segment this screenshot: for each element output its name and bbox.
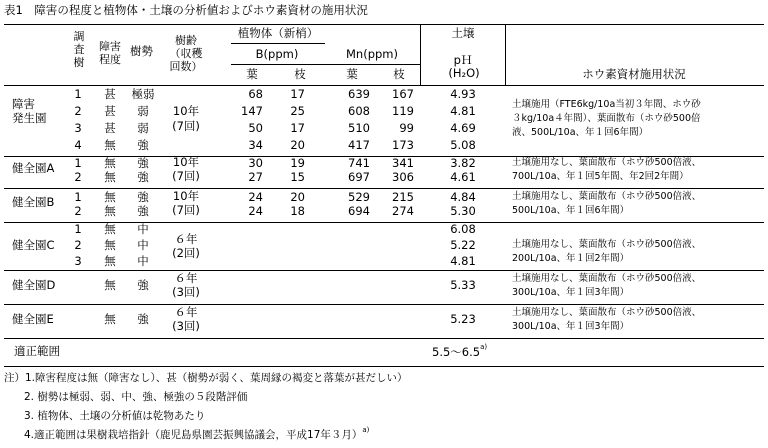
cell-b-branch: 17: [290, 87, 305, 101]
cell-mn-leaf: 608: [348, 104, 370, 118]
cell-ph: 5.23: [450, 312, 476, 326]
header-mn: Mn(ppm): [346, 47, 398, 61]
header-soil: 土壌: [451, 26, 475, 40]
table-top-rule: [4, 24, 764, 25]
cell-b-leaf: 30: [248, 156, 263, 170]
group-age: (3回): [172, 285, 200, 299]
cell-mn-leaf: 694: [348, 204, 370, 218]
cell-ph: 5.33: [450, 278, 476, 292]
group-age: (7回): [172, 119, 200, 133]
cell-tree-no: 1: [74, 222, 82, 236]
cell-damage: 無: [104, 190, 116, 204]
cell-tree-no: 1: [74, 190, 82, 204]
cell-b-leaf: 50: [248, 121, 263, 135]
header-vigor: 樹勢: [130, 44, 153, 58]
cell-mn-branch: 167: [392, 87, 414, 101]
proper-range-value: 5.5～6.5$^{a)}$: [432, 343, 488, 359]
cell-mn-leaf: 529: [348, 190, 370, 204]
cell-mn-leaf: 741: [348, 156, 370, 170]
group-age: 10年: [172, 189, 200, 203]
note-2: 2. 樹勢は極弱、弱、中、強、極強の５段階評価: [24, 391, 248, 403]
note-3: 3. 植物体、土壌の分析値は乾物あたり: [24, 410, 206, 422]
cell-vigor: 強: [137, 170, 149, 184]
header-damage: 障害程度: [99, 40, 121, 66]
plant-header-rule: [231, 43, 325, 44]
cell-damage: 無: [104, 204, 116, 218]
cell-vigor: 中: [137, 238, 149, 252]
cell-b-leaf: 34: [248, 138, 263, 152]
header-b: B(ppm): [255, 47, 299, 61]
cell-damage: 無: [104, 254, 116, 268]
group-age: ６年: [174, 305, 198, 319]
cell-ph: 4.61: [450, 170, 476, 184]
cell-mn-leaf: 697: [348, 170, 370, 184]
group-status-line: 土壌施用なし、葉面散布（ホウ砂500倍液、: [512, 273, 702, 284]
cell-damage: 無: [104, 312, 116, 326]
cell-ph: 3.82: [450, 156, 476, 170]
cell-damage: 無: [104, 138, 116, 152]
cell-b-branch: 20: [290, 138, 305, 152]
cell-ph: 6.08: [450, 222, 476, 236]
cell-ph: 5.22: [450, 238, 476, 252]
cell-tree-no: 1: [74, 87, 82, 101]
cell-b-branch: 18: [290, 204, 305, 218]
cell-b-branch: 20: [290, 190, 305, 204]
cell-ph: 4.81: [450, 104, 476, 118]
group-age: (3回): [172, 319, 200, 333]
group-name: 健全園E: [12, 312, 54, 326]
header-mn-branch: 枝: [393, 67, 405, 81]
header-ph-h2o: (H₂O): [448, 66, 480, 80]
group-status-line: 土壌施用（FTE6kg/10a当初３年間、ホウ砂: [512, 99, 701, 110]
group-rule: [4, 188, 764, 189]
group-age: (7回): [172, 169, 200, 183]
b-mn-header-rule: [231, 64, 420, 65]
cell-damage: 甚: [104, 121, 116, 135]
cell-tree-no: 4: [74, 138, 82, 152]
group-name: 健全園D: [12, 278, 56, 292]
cell-mn-branch: 341: [392, 156, 414, 170]
header-mn-leaf: 葉: [346, 67, 358, 81]
group-status-line: ３kg/10a４年間）、葉面散布（ホウ砂500倍: [512, 113, 701, 124]
header-status: ホウ素資材施用状況: [582, 67, 686, 81]
cell-ph: 4.81: [450, 254, 476, 268]
group-age: 10年: [172, 155, 200, 169]
group-age: 10年: [172, 104, 200, 118]
proper-range-label: 適正範囲: [14, 344, 60, 358]
group-status-line: 土壌施用なし、葉面散布（ホウ砂500倍液、: [512, 157, 702, 168]
cell-tree-no: 3: [74, 121, 82, 135]
cell-tree-no: 2: [74, 204, 82, 218]
header-ph: pＨ: [453, 53, 473, 67]
cell-vigor: 極弱: [131, 87, 155, 101]
cell-vigor: 弱: [137, 104, 149, 118]
group-rule: [4, 338, 764, 339]
cell-damage: 甚: [104, 87, 116, 101]
cell-vigor: 強: [137, 278, 149, 292]
cell-tree-no: 2: [74, 104, 82, 118]
cell-mn-branch: 99: [399, 121, 414, 135]
cell-b-branch: 15: [290, 170, 305, 184]
group-name: 障害: [12, 97, 35, 111]
header-survey-tree: 調査樹: [73, 30, 85, 69]
group-age: (2回): [172, 246, 200, 260]
cell-mn-branch: 274: [392, 204, 414, 218]
cell-mn-branch: 173: [392, 138, 414, 152]
cell-vigor: 弱: [137, 121, 149, 135]
cell-tree-no: 2: [74, 170, 82, 184]
header-plant: 植物体（新梢）: [237, 26, 319, 40]
group-name: 健全園C: [12, 238, 55, 252]
group-age: ６年: [174, 271, 198, 285]
header-age: 樹齢（収穫回数）: [169, 34, 203, 73]
group-status-line: 300L/10a、年１回3年間）: [512, 321, 630, 332]
group-name: 発生園: [12, 111, 47, 125]
group-age: (7回): [172, 203, 200, 217]
cell-mn-branch: 119: [392, 104, 414, 118]
group-status-line: 700L/10a、年１回5年間、年2回2年間）: [512, 171, 689, 182]
cell-b-leaf: 27: [248, 170, 263, 184]
cell-damage: 無: [104, 238, 116, 252]
group-name: 健全園B: [12, 195, 55, 209]
group-status-line: 土壌施用なし、葉面散布（ホウ砂500倍液、: [512, 239, 702, 250]
cell-damage: 無: [104, 222, 116, 236]
note-1: 注）1.障害程度は無（障害なし）、甚（樹勢が弱く、葉周縁の褐変と落葉が甚だしい）: [4, 372, 408, 384]
cell-ph: 4.69: [450, 121, 476, 135]
group-age: ６年: [174, 232, 198, 246]
soil-separator: [420, 25, 421, 85]
cell-tree-no: 1: [74, 156, 82, 170]
cell-b-branch: 19: [290, 156, 305, 170]
group-rule: [4, 222, 764, 223]
group-status-line: 土壌施用なし、葉面散布（ホウ砂500倍液、: [512, 191, 702, 202]
cell-damage: 無: [104, 278, 116, 292]
group-status-line: 液、500L/10a、年１回6年間）: [512, 127, 649, 138]
group-rule: [4, 304, 764, 305]
note-4: 4.適正範囲は果樹栽培指針（鹿児島県園芸振興協議会，平成17年３月）$^{a)}$: [24, 426, 370, 441]
cell-b-leaf: 24: [248, 190, 263, 204]
cell-mn-leaf: 510: [348, 121, 370, 135]
cell-mn-leaf: 417: [348, 138, 370, 152]
cell-vigor: 強: [137, 190, 149, 204]
cell-vigor: 強: [137, 156, 149, 170]
cell-mn-branch: 306: [392, 170, 414, 184]
group-status-line: 300L/10a、年１回3年間）: [512, 287, 630, 298]
table-title: 表1 障害の程度と植物体・土壌の分析値およびホウ素資材の施用状況: [4, 3, 368, 17]
cell-damage: 甚: [104, 104, 116, 118]
cell-b-branch: 25: [290, 104, 305, 118]
group-status-line: 500L/10a、年１回6年間）: [512, 205, 630, 216]
cell-ph: 5.30: [450, 204, 476, 218]
cell-ph: 4.93: [450, 87, 476, 101]
table-bottom-rule: [4, 366, 764, 367]
cell-vigor: 強: [137, 312, 149, 326]
group-rule: [4, 270, 764, 271]
header-b-leaf: 葉: [246, 67, 258, 81]
cell-damage: 無: [104, 156, 116, 170]
header-bottom-rule: [4, 85, 764, 86]
cell-b-branch: 17: [290, 121, 305, 135]
cell-b-leaf: 68: [248, 87, 263, 101]
cell-vigor: 中: [137, 222, 149, 236]
cell-vigor: 強: [137, 204, 149, 218]
cell-vigor: 強: [137, 138, 149, 152]
cell-mn-leaf: 639: [348, 87, 370, 101]
cell-vigor: 中: [137, 254, 149, 268]
cell-ph: 5.08: [450, 138, 476, 152]
cell-damage: 無: [104, 170, 116, 184]
cell-b-leaf: 147: [241, 104, 263, 118]
cell-tree-no: 2: [74, 238, 82, 252]
header-b-branch: 枝: [294, 67, 306, 81]
group-name: 健全園A: [12, 161, 55, 175]
cell-mn-branch: 215: [392, 190, 414, 204]
cell-ph: 4.84: [450, 190, 476, 204]
cell-b-leaf: 24: [248, 204, 263, 218]
cell-tree-no: 3: [74, 254, 82, 268]
status-separator: [505, 25, 506, 85]
group-status-line: 200L/10a、年１回2年間）: [512, 253, 630, 264]
group-status-line: 土壌施用なし、葉面散布（ホウ砂500倍液、: [512, 307, 702, 318]
